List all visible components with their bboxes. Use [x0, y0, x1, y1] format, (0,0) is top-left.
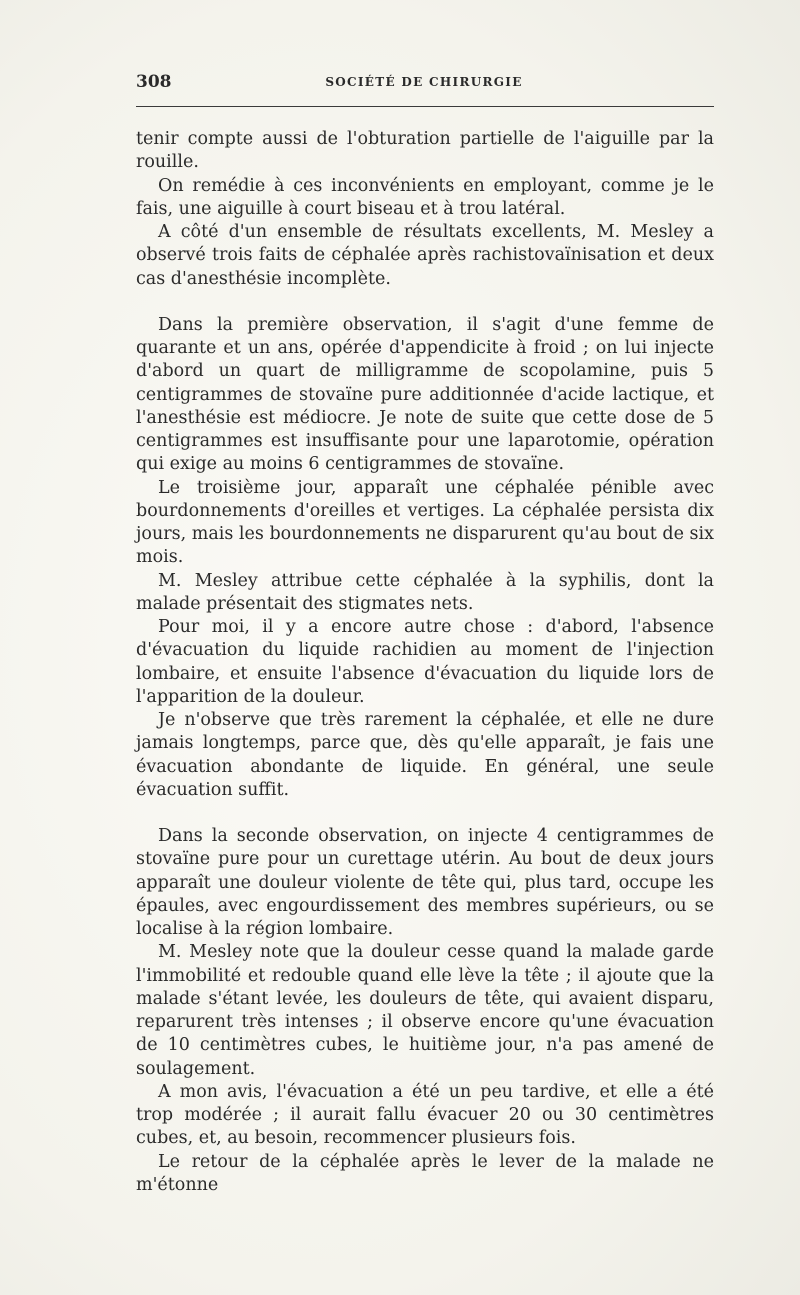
paragraph: Pour moi, il y a encore autre chose : d'abord, l'absence d'évacuation du liquide rachidien au moment de l'injection lombaire, et ensuite l'absence d'évacuation du liquide lors de l'apparition de la douleur. — [136, 617, 714, 707]
paragraph: M. Mesley attribue cette céphalée à la syphilis, dont la malade présentait des stigmates nets. — [136, 570, 714, 614]
paragraph: M. Mesley note que la douleur cesse quand la malade garde l'immobilité et redouble quand elle lève la tête ; il ajoute que la malade s'étant levée, les douleurs de tête, qui avaient disparu, reparurent très intenses ; il observe encore qu'une évacuation de 10 centimètres cubes, le huitième jour, n'a pas amené de soulagement. — [136, 942, 714, 1079]
running-head: SOCIÉTÉ DE CHIRURGIE — [325, 75, 523, 89]
paragraph: On remédie à ces inconvénients en employant, comme je le fais, une aiguille à court biseau et à trou latéral. — [136, 175, 714, 219]
paragraph: A mon avis, l'évacuation a été un peu tardive, et elle a été trop modérée ; il aurait fallu évacuer 20 ou 30 centimètres cubes, et, au besoin, recommencer plusieurs fois. — [136, 1081, 714, 1149]
page-number: 308 — [136, 72, 172, 92]
header-rule — [136, 106, 714, 107]
body-text — [136, 128, 714, 1197]
paragraph: A côté d'un ensemble de résultats excellents, M. Mesley a observé trois faits de céphalée après rachistovaïnisation et deux cas d'anesthésie incomplète. — [136, 222, 714, 289]
paragraph: Dans la seconde observation, on injecte 4 centigrammes de stovaïne pure pour un curettage utérin. Au bout de deux jours apparaît une douleur violente de tête qui, plus tard, occupe les épaules, avec engourdissement des membres supérieurs, ou se localise à la région lombaire. — [136, 826, 714, 939]
paragraph: tenir compte aussi de l'obturation partielle de l'aiguille par la rouille. — [136, 129, 714, 173]
page-header — [136, 72, 712, 96]
paragraph: Le troisième jour, apparaît une céphalée pénible avec bourdonnements d'oreilles et vertiges. La céphalée persista dix jours, mais les bourdonnements ne disparurent qu'au bout de six mois. — [136, 477, 714, 568]
paragraph: Le retour de la céphalée après le lever de la malade ne m'étonne — [136, 1151, 714, 1195]
paragraph: Je n'observe que très rarement la céphalée, et elle ne dure jamais longtemps, parce que, dès qu'elle apparaît, je fais une évacuation abondante de liquide. En général, une seule évacuation suffit. — [136, 710, 714, 800]
paragraph: Dans la première observation, il s'agit d'une femme de quarante et un ans, opérée d'appendicite à froid ; on lui injecte d'abord un quart de milligramme de scopolamine, puis 5 centigrammes de stovaïne pure additionnée d'acide lactique, et l'anesthésie est médiocre. Je note de suite que cette dose de 5 centigrammes est insuffisante pour une laparotomie, opération qui exige au moins 6 centigrammes de stovaïne. — [136, 314, 714, 475]
